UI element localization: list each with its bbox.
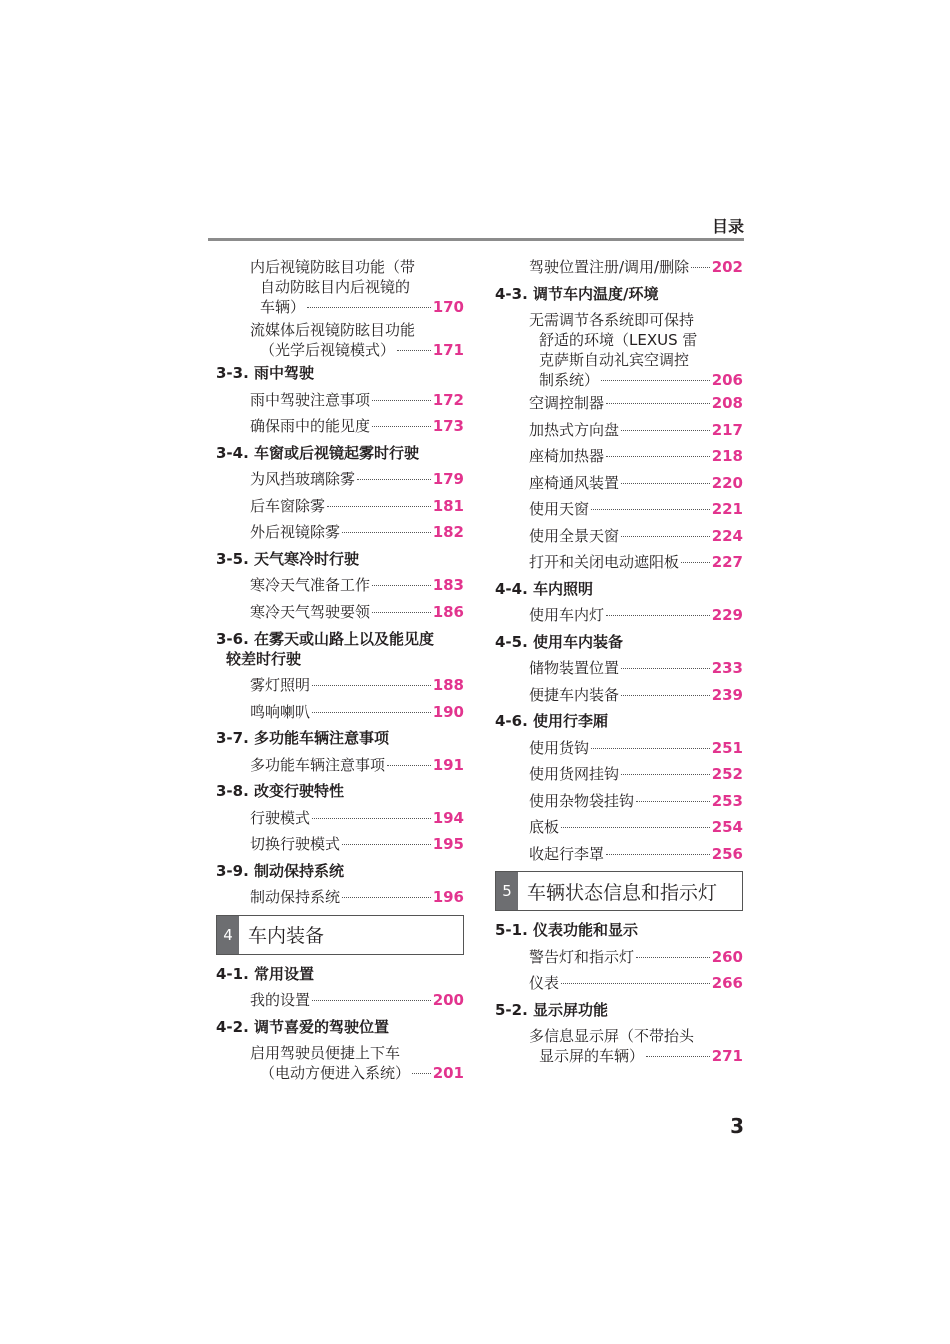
toc-entry[interactable]: [495, 1023, 743, 1066]
chapter-number: 5: [496, 872, 518, 910]
toc-entry-text: [250, 257, 464, 277]
toc-entry-text: [529, 330, 743, 350]
toc-entry-line: 无需调节各系统即可保持: [529, 311, 695, 329]
toc-entry-line: 内后视镜防眩目功能（带: [250, 258, 416, 276]
leader-dots: [307, 307, 431, 308]
toc-entry-text: 座椅通风装置: [529, 473, 620, 492]
page-ref[interactable]: 229: [711, 606, 743, 624]
toc-entry[interactable]: [216, 805, 464, 832]
page-ref[interactable]: 217: [711, 420, 743, 439]
toc-entry[interactable]: [495, 602, 743, 629]
page-ref[interactable]: 182: [432, 523, 464, 541]
section-heading: 4-4. 车内照明: [495, 579, 594, 598]
page-ref[interactable]: 208: [711, 394, 743, 412]
section-heading: 3-5. 天气寒冷时行驶: [216, 549, 360, 568]
toc-entry-text: 制系统）: [539, 371, 600, 389]
toc-entry-lastline: [529, 1046, 743, 1066]
toc-entry[interactable]: [216, 699, 464, 726]
leader-dots: [646, 1056, 710, 1057]
toc-entry-lastline: [529, 947, 743, 967]
page-ref[interactable]: 253: [711, 791, 743, 810]
toc-entry[interactable]: [495, 735, 743, 762]
toc-entry[interactable]: [495, 390, 743, 417]
section-heading: 5-1. 仪表功能和显示: [495, 921, 639, 939]
toc-entry-text: 打开和关闭电动遮阳板: [529, 553, 680, 571]
toc-entry-lastline: [529, 844, 743, 864]
chapter-heading: [495, 871, 743, 911]
toc-entry[interactable]: [216, 413, 464, 440]
toc-entry[interactable]: [495, 549, 743, 576]
toc-entry-lastline: [529, 446, 743, 466]
page-ref[interactable]: 224: [711, 526, 743, 545]
page-ref[interactable]: 195: [432, 835, 464, 853]
toc-entry-text: 为风挡玻璃除雾: [250, 470, 356, 488]
toc-entry-text: 行驶模式: [250, 808, 311, 827]
leader-dots: [606, 456, 710, 457]
leader-dots: [621, 774, 710, 775]
toc-entry[interactable]: [495, 814, 743, 841]
leader-dots: [372, 585, 431, 586]
page-ref[interactable]: 218: [711, 447, 743, 465]
leader-dots: [606, 615, 710, 616]
toc-entry[interactable]: [495, 655, 743, 682]
leader-dots: [357, 479, 431, 480]
toc-entry-text: 底板: [529, 818, 560, 836]
toc-entry-lastline: [250, 808, 464, 828]
page-ref[interactable]: 227: [711, 553, 743, 571]
leader-dots: [387, 765, 431, 766]
toc-entry[interactable]: [216, 672, 464, 699]
leader-dots: [312, 1000, 431, 1001]
page-ref[interactable]: 190: [432, 702, 464, 721]
toc-entry[interactable]: [495, 788, 743, 815]
toc-entry[interactable]: [495, 682, 743, 709]
toc-entry-lastline: [250, 675, 464, 695]
leader-dots: [342, 844, 431, 845]
page-ref[interactable]: 202: [711, 258, 743, 276]
toc-entry[interactable]: [216, 387, 464, 414]
leader-dots: [601, 380, 710, 381]
toc-entry[interactable]: [495, 970, 743, 997]
page-ref[interactable]: 271: [711, 1047, 743, 1065]
toc-entry-text: 警告灯和指示灯: [529, 947, 635, 966]
toc-entry-text: 显示屏的车辆）: [539, 1047, 645, 1065]
page-ref[interactable]: 188: [432, 676, 464, 694]
toc-entry-lastline: [250, 1063, 464, 1083]
toc-entry-text: [529, 310, 743, 330]
toc-entry-text: （光学后视镜模式）: [260, 341, 396, 359]
toc-entry-text: 切换行驶模式: [250, 835, 341, 853]
toc-entry-lastline: [529, 257, 743, 277]
toc-entry-text: 使用车内灯: [529, 606, 605, 624]
section-heading: [216, 625, 464, 672]
toc-entry-lastline: [529, 685, 743, 705]
toc-right-column: [495, 254, 743, 1066]
toc-entry-text: [250, 277, 464, 297]
toc-entry-lastline: [250, 496, 464, 516]
toc-entry-text: [529, 350, 743, 370]
section-heading: 3-7. 多功能车辆注意事项: [216, 729, 390, 747]
toc-entry[interactable]: [495, 841, 743, 868]
toc-entry-lastline: [529, 658, 743, 678]
toc-entry-text: 使用杂物袋挂钩: [529, 791, 635, 810]
toc-entry-text: 雾灯照明: [250, 676, 311, 694]
page-ref[interactable]: 173: [432, 417, 464, 435]
chapter-title: 车辆状态信息和指示灯: [527, 881, 718, 904]
toc-entry[interactable]: [216, 1040, 464, 1083]
toc-entry[interactable]: [495, 496, 743, 523]
page-ref[interactable]: 200: [432, 991, 464, 1009]
leader-dots: [412, 1073, 431, 1074]
section-heading-line: 3-6. 在雾天或山路上以及能见度: [216, 630, 435, 648]
toc-entry-text: 使用全景天窗: [529, 526, 620, 545]
leader-dots: [372, 400, 431, 401]
chapter-heading: [216, 915, 464, 955]
toc-entry-lastline: [250, 602, 464, 622]
leader-dots: [636, 801, 710, 802]
leader-dots: [591, 509, 710, 510]
toc-entry-text: 雨中驾驶注意事项: [250, 390, 371, 409]
toc-entry-text: 使用货钩: [529, 738, 590, 757]
toc-entry-text: 使用货网挂钩: [529, 765, 620, 783]
toc-entry[interactable]: [495, 307, 743, 390]
toc-entry-text: 仪表: [529, 974, 560, 992]
leader-dots: [327, 506, 431, 507]
toc-entry[interactable]: [216, 493, 464, 520]
toc-entry[interactable]: [495, 443, 743, 470]
section-heading: 4-5. 使用车内装备: [495, 632, 624, 651]
page-ref[interactable]: 179: [432, 470, 464, 488]
leader-dots: [312, 818, 431, 819]
toc-entry-text: 收起行李罩: [529, 844, 605, 863]
page-ref[interactable]: 254: [711, 818, 743, 836]
leader-dots: [621, 695, 710, 696]
leader-dots: [342, 897, 431, 898]
toc-entry[interactable]: [495, 761, 743, 788]
toc-left-column: [216, 254, 464, 1083]
page-ref[interactable]: 181: [432, 496, 464, 515]
toc-entry-text: [529, 1026, 743, 1046]
toc-entry-text: （电动方便进入系统）: [260, 1064, 411, 1082]
toc-entry[interactable]: [216, 599, 464, 626]
toc-entry-text: 空调控制器: [529, 394, 605, 412]
page-number: 3: [730, 1114, 744, 1138]
toc-entry-lastline: [529, 817, 743, 837]
toc-entry[interactable]: [495, 254, 743, 281]
leader-dots: [372, 612, 431, 613]
page-ref[interactable]: 172: [432, 390, 464, 409]
leader-dots: [621, 430, 710, 431]
section-heading: 3-9. 制动保持系统: [216, 861, 345, 880]
toc-entry-lastline: [250, 575, 464, 595]
toc-entry-text: 驾驶位置注册/调用/删除: [529, 258, 690, 276]
toc-entry-text: [250, 1043, 464, 1063]
toc-entry-text: 多功能车辆注意事项: [250, 755, 386, 774]
leader-dots: [561, 827, 710, 828]
toc-entry-line: 流媒体后视镜防眩目功能: [250, 321, 416, 339]
page-ref[interactable]: 183: [432, 576, 464, 594]
page-ref[interactable]: 239: [711, 685, 743, 704]
page-ref[interactable]: 171: [432, 341, 464, 359]
leader-dots: [691, 267, 710, 268]
toc-entry[interactable]: [216, 884, 464, 911]
toc-entry-lastline: [250, 990, 464, 1010]
leader-dots: [591, 748, 710, 749]
leader-dots: [621, 668, 710, 669]
page-ref[interactable]: 252: [711, 765, 743, 783]
page-ref[interactable]: 256: [711, 844, 743, 863]
toc-entry[interactable]: [216, 987, 464, 1014]
toc-entry[interactable]: [216, 831, 464, 858]
toc-entry-lastline: [250, 755, 464, 775]
toc-entry-line: 克萨斯自动礼宾空调控: [539, 351, 690, 369]
toc-entry-line: 自动防眩目内后视镜的: [260, 278, 411, 296]
toc-entry-lastline: [250, 297, 464, 317]
section-heading: 4-6. 使用行李厢: [495, 712, 609, 730]
header-title: 目录: [711, 217, 744, 236]
leader-dots: [621, 483, 710, 484]
toc-entry[interactable]: [495, 417, 743, 444]
toc-entry-line: 多信息显示屏（不带抬头: [529, 1027, 695, 1045]
section-heading: 4-3. 调节车内温度/环境: [495, 284, 659, 303]
toc-entry-lastline: [529, 605, 743, 625]
toc-entry-lastline: [529, 973, 743, 993]
toc-entry-text: 外后视镜除雾: [250, 523, 341, 541]
leader-dots: [372, 426, 431, 427]
leader-dots: [561, 983, 710, 984]
section-heading: 4-1. 常用设置: [216, 964, 315, 983]
toc-entry-line: 舒适的环境（LEXUS 雷: [539, 331, 698, 349]
page-ref[interactable]: 220: [711, 473, 743, 492]
toc-entry-lastline: [529, 791, 743, 811]
leader-dots: [312, 712, 431, 713]
chapter-title: 车内装备: [248, 925, 325, 947]
toc-entry-lastline: [529, 370, 743, 390]
toc-entry-text: 加热式方向盘: [529, 420, 620, 439]
page-ref[interactable]: 191: [432, 755, 464, 774]
toc-entry-text: 便捷车内装备: [529, 685, 620, 704]
page-ref[interactable]: 233: [711, 659, 743, 677]
toc-entry-lastline: [529, 738, 743, 758]
toc-entry-lastline: [529, 393, 743, 413]
leader-dots: [397, 350, 431, 351]
toc-entry-lastline: [529, 764, 743, 784]
leader-dots: [636, 957, 710, 958]
toc-entry[interactable]: [216, 752, 464, 779]
page-ref[interactable]: 201: [432, 1064, 464, 1082]
toc-entry-lastline: [250, 340, 464, 360]
toc-entry-text: 座椅加热器: [529, 447, 605, 465]
page-ref[interactable]: 266: [711, 974, 743, 992]
toc-entry-text: [250, 320, 464, 340]
leader-dots: [342, 532, 431, 533]
toc-entry-lastline: [250, 834, 464, 854]
toc-entry-lastline: [529, 473, 743, 493]
toc-entry-text: 鸣响喇叭: [250, 702, 311, 721]
toc-entry-line: 启用驾驶员便捷上下车: [250, 1044, 401, 1062]
page-ref[interactable]: 170: [432, 298, 464, 316]
toc-entry-lastline: [529, 499, 743, 519]
toc-entry-lastline: [250, 887, 464, 907]
leader-dots: [312, 685, 431, 686]
toc-entry-text: 后车窗除雾: [250, 496, 326, 515]
toc-entry-text: 储物装置位置: [529, 659, 620, 677]
section-heading-line: 较差时行驶: [226, 650, 302, 668]
toc-entry-lastline: [250, 390, 464, 410]
toc-entry[interactable]: [495, 523, 743, 550]
section-heading: 4-2. 调节喜爱的驾驶位置: [216, 1017, 390, 1036]
section-heading: 3-4. 车窗或后视镜起雾时行驶: [216, 443, 420, 462]
leader-dots: [621, 536, 710, 537]
toc-entry[interactable]: [216, 466, 464, 493]
toc-entry-lastline: [250, 702, 464, 722]
toc-entry[interactable]: [216, 572, 464, 599]
header-rule: [208, 238, 744, 241]
page-ref[interactable]: 260: [711, 947, 743, 966]
page-ref[interactable]: 194: [432, 808, 464, 827]
toc-entry-text: 制动保持系统: [250, 888, 341, 906]
toc-entry-text: 寒冷天气驾驶要领: [250, 602, 371, 621]
section-heading: 3-3. 雨中驾驶: [216, 364, 315, 382]
toc-entry[interactable]: [495, 944, 743, 971]
toc-entry[interactable]: [216, 519, 464, 546]
toc-entry-text: 寒冷天气准备工作: [250, 576, 371, 594]
toc-entry[interactable]: [216, 254, 464, 317]
page-ref[interactable]: 186: [432, 602, 464, 621]
page-ref[interactable]: 221: [711, 500, 743, 518]
toc-entry-lastline: [529, 526, 743, 546]
leader-dots: [606, 403, 710, 404]
leader-dots: [606, 854, 710, 855]
page-ref[interactable]: 196: [432, 888, 464, 906]
toc-entry-text: 我的设置: [250, 991, 311, 1009]
toc-entry-text: 确保雨中的能见度: [250, 417, 371, 435]
section-heading: 3-8. 改变行驶特性: [216, 782, 345, 800]
toc-entry-lastline: [250, 522, 464, 542]
page-ref[interactable]: 251: [711, 738, 743, 757]
leader-dots: [681, 562, 710, 563]
toc-entry-text: 车辆）: [260, 298, 306, 316]
chapter-number: 4: [217, 916, 239, 954]
section-heading: 5-2. 显示屏功能: [495, 1000, 609, 1019]
toc-entry[interactable]: [495, 470, 743, 497]
toc-entry-lastline: [250, 416, 464, 436]
toc-entry-lastline: [250, 469, 464, 489]
toc-entry-text: 使用天窗: [529, 500, 590, 518]
toc-entry-lastline: [529, 552, 743, 572]
page-ref[interactable]: 206: [711, 371, 743, 389]
toc-entry-lastline: [529, 420, 743, 440]
toc-entry[interactable]: [216, 317, 464, 360]
